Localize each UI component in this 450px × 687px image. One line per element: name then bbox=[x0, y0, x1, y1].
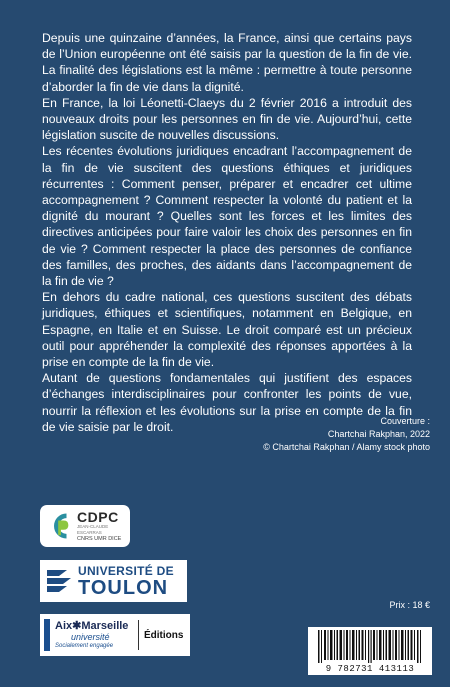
toulon-emblem-icon bbox=[45, 566, 73, 596]
cdpc-cnrs-label: CNRS UMR DICE bbox=[77, 535, 122, 542]
aix-marseille-editions-logo bbox=[40, 614, 190, 656]
credits-copyright: © Chartchai Rakphan / Alamy stock photo bbox=[263, 442, 430, 452]
toulon-line2: TOULON bbox=[78, 576, 169, 599]
paragraph-france: En France, la loi Léonetti-Claeys du 2 février 2016 a introduit des nouveaux droits pour les personnes en fin de vie. Aujourd’hui, cette législation suscite de nouvelles discussions. bbox=[42, 95, 412, 143]
credits-photographer: Chartchai Rakphan, 2022 bbox=[327, 429, 430, 439]
cdpc-subtitle: JEAN-CLAUDE ESCARRAS bbox=[77, 523, 109, 535]
isbn-number: 9 782731 413113 bbox=[325, 664, 415, 674]
back-cover-text bbox=[42, 30, 412, 435]
cover-credits bbox=[170, 415, 430, 454]
universite-toulon-logo bbox=[40, 560, 187, 602]
isbn-barcode bbox=[308, 627, 432, 675]
barcode-icon bbox=[318, 630, 422, 663]
cdpc-emblem-icon bbox=[48, 512, 72, 540]
amu-name: Aix✱Marseille bbox=[55, 620, 129, 632]
amu-universite: université bbox=[71, 632, 110, 642]
cdpc-title: CDPC bbox=[77, 508, 119, 525]
paragraph-questions: Les récentes évolutions juridiques encadrant l’accompagnement de la fin de vie suscitent des questions éthiques et juridiques récurrentes : Comment penser, préparer et encadrer cet ultime accompagnement ? Comment respecter la volonté du patient et la dignité du mourant ? Quelles sont les forces et les limites des directives anticipées pour faire valoir les choix des personnes en fin de vie ? Comment respecter la place des personnes de confiance des familles, des proches, des aidants dans l’accompagnement de la fin de vie ? bbox=[42, 144, 412, 289]
amu-tagline: Socialement engagée bbox=[55, 643, 114, 649]
toulon-line1: UNIVERSITÉ DE bbox=[78, 563, 174, 578]
price-label: Prix : 18 € bbox=[389, 600, 430, 610]
amu-divider bbox=[138, 620, 139, 650]
amu-bar-icon bbox=[44, 619, 50, 651]
credits-label: Couverture : bbox=[380, 416, 430, 426]
cdpc-logo bbox=[40, 505, 130, 547]
paragraph-intro: Depuis une quinzaine d’années, la France, ainsi que certains pays de l’Union européenne ont été saisis par la question de la fin de vie. La finalité des législations est la même : permettre à toute personne d’aborder la fin de vie dans la dignité. bbox=[42, 31, 412, 94]
amu-editions: Éditions bbox=[144, 629, 184, 641]
paragraph-international: En dehors du cadre national, ces questions suscitent des débats juridiques, éthiques et scientifiques, notamment en Belgique, en Espagne, en Italie et en Suisse. Le droit comparé est un précieux outil pour appréhender la complexité des réponses apportées à la prise en compte de la fin de vie. bbox=[42, 290, 412, 370]
paragraph-conclusion: Autant de questions fondamentales qui justifient des espaces d’échanges interdisciplinaires pour confronter les points de vue, nourrir la réflexion et les évolutions sur la prise en compte de la fin de vie saisie par le droit. bbox=[42, 371, 412, 434]
